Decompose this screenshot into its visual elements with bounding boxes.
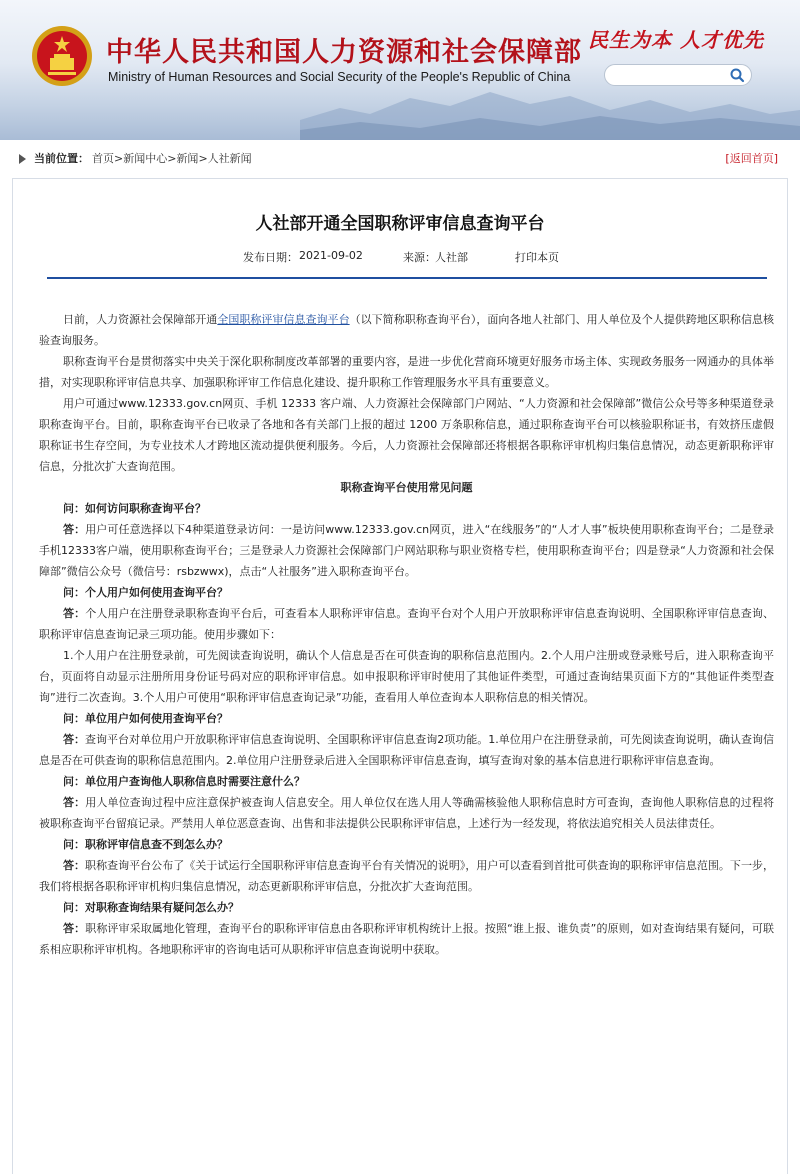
- breadcrumb-separator: >: [198, 152, 208, 165]
- slogan: 民生为本 人才优先: [588, 28, 764, 52]
- faq-question: 问：单位用户如何使用查询平台？: [63, 712, 228, 725]
- faq-answer: 答：职称评审采取属地化管理，查询平台的职称评审信息由各职称评审机构统计上报。按照“谁上报、谁负责”的原则，如对查询结果有疑问，可联系相应职称评审机构。各地职称评审的咨询电话可从职称评审信息查询说明中获取。: [39, 922, 774, 956]
- source-label: 来源：: [403, 251, 436, 264]
- breadcrumb-item-news-center[interactable]: 新闻中心: [123, 152, 168, 165]
- breadcrumb-item-news[interactable]: 新闻: [176, 152, 199, 165]
- breadcrumb-item-home[interactable]: 首页: [92, 152, 114, 165]
- site-title-cn[interactable]: 中华人民共和国人力资源和社会保障部: [106, 37, 582, 68]
- faq-heading: 职称查询平台使用常见问题: [340, 481, 473, 494]
- faq-question: 问：个人用户如何使用查询平台？: [63, 586, 228, 599]
- breadcrumb-item-hrss-news[interactable]: 人社新闻: [207, 152, 252, 165]
- print-page-link[interactable]: 打印本页: [515, 251, 559, 264]
- query-platform-link[interactable]: 全国职称评审信息查询平台: [217, 313, 350, 326]
- breadcrumb-path: [92, 146, 252, 172]
- article-title: 人社部开通全国职称评审信息查询平台: [255, 214, 545, 234]
- faq-question: 问：单位用户查询他人职称信息时需要注意什么？: [63, 775, 305, 788]
- faq-question: 问：对职称查询结果有疑问怎么办？: [63, 901, 239, 914]
- faq-answer-steps: 1.个人用户在注册登录前，可先阅读查询说明，确认个人信息是否在可供查询的职称信息范围内。2.个人用户注册或登录账号后，进入职称查询平台，页面将自动显示注册所用身份证号码对应的职称评审信息。如申报职称评审时使用了其他证件类型，可通过查询结果页面下方的“其他证件类型查询”进行二次查询。3.个人用户可使用“职称评审信息查询记录”功能，查看用人单位查询本人职称信息的相关情况。: [39, 649, 774, 704]
- search-icon[interactable]: [729, 67, 745, 83]
- publish-date-label: 发布日期：: [243, 251, 298, 264]
- breadcrumb: [12, 146, 788, 172]
- faq-answer: 答：用人单位查询过程中应注意保护被查询人信息安全。用人单位仅在选人用人等确需核验他人职称信息时方可查询，查询他人职称信息的过程将被职称查询平台留痕记录。严禁用人单位恶意查询、出售和非法提供公民职称评审信息，上述行为一经发现，将依法追究相关人员法律责任。: [39, 796, 775, 830]
- breadcrumb-separator: >: [114, 152, 124, 165]
- paragraph-access: 用户可通过www.12333.gov.cn网页、手机 12333 客户端、人力资源社会保障部门户网站、“人力资源和社会保障部”微信公众号等多种渠道登录职称查询平台。目前，职称查询平台已收录了各地和各有关部门上报的超过 1200 万条职称信息，通过职称查询平台可以核验职称证书，有效挤压虚假职称证书生存空间，为专业技术人才跨地区流动提供便利服务。今后，人力资源社会保障部还将根据各职称评审机构归集信息情况，动态更新职称评审信息，分批次扩大查询范围。: [39, 397, 774, 473]
- source-value: 人社部: [435, 251, 468, 264]
- article-body: [39, 309, 774, 960]
- search-input[interactable]: [613, 66, 735, 88]
- back-home-link[interactable]: [返回首页]: [725, 152, 778, 165]
- publish-date: 2021-09-02: [299, 249, 363, 262]
- article-container: [12, 178, 788, 1174]
- caret-right-icon: [19, 154, 26, 164]
- paragraph-intro: 日前，人力资源社会保障部开通全国职称评审信息查询平台（以下简称职称查询平台），面向各地人社部门、用人单位及个人提供跨地区职称信息核验查询服务。: [39, 313, 774, 347]
- title-divider: [47, 277, 767, 279]
- national-emblem-icon: [30, 24, 94, 88]
- paragraph-significance: 职称查询平台是贯彻落实中央关于深化职称制度改革部署的重要内容，是进一步优化营商环境更好服务市场主体、实现政务服务一网通办的具体举措，对实现职称评审信息共享、加强职称评审工作信息化建设、提升职称工作管理服务水平具有重要意义。: [39, 355, 774, 389]
- search-box: [604, 64, 752, 86]
- site-title-en: Ministry of Human Resources and Social Security of the People's Republic of China: [108, 70, 571, 84]
- site-header: [0, 0, 800, 140]
- faq-question: 问：职称评审信息查不到怎么办？: [63, 838, 228, 851]
- faq-question: 问：如何访问职称查询平台？: [63, 502, 206, 515]
- breadcrumb-label: 当前位置：: [34, 152, 89, 165]
- faq-answer: 答：用户可任意选择以下4种渠道登录访问：一是访问www.12333.gov.cn网页，进入“在线服务”的“人才人事”板块使用职称查询平台；二是登录手机12333客户端，使用职称查询平台；三是登录人力资源社会保障部门户网站职称与职业资格专栏，使用职称查询平台；四是登录“人力资源和社会保障部”微信公众号（微信号：rsbzwwx)，点击“人社服务”进入职称查询平台。: [39, 523, 775, 578]
- faq-answer: 答：查询平台对单位用户开放职称评审信息查询说明、全国职称评审信息查询2项功能。1.单位用户在注册登录前，可先阅读查询说明，确认查询信息是否在可供查询的职称信息范围内。2.单位用户注册登录后进入全国职称评审信息查询，填写查询对象的基本信息进行职称评审信息查询。: [39, 733, 774, 767]
- breadcrumb-separator: >: [167, 152, 177, 165]
- faq-answer: 答：个人用户在注册登录职称查询平台后，可查看本人职称评审信息。查询平台对个人用户开放职称评审信息查询说明、全国职称评审信息查询、职称评审信息查询记录三项功能。使用步骤如下：: [39, 607, 775, 641]
- faq-answer: 答：职称查询平台公布了《关于试运行全国职称评审信息查询平台有关情况的说明》，用户可以查看到首批可供查询的职称评审信息范围。下一步，我们将根据各职称评审机构归集信息情况，动态更新职称评审信息，分批次扩大查询范围。: [39, 859, 774, 893]
